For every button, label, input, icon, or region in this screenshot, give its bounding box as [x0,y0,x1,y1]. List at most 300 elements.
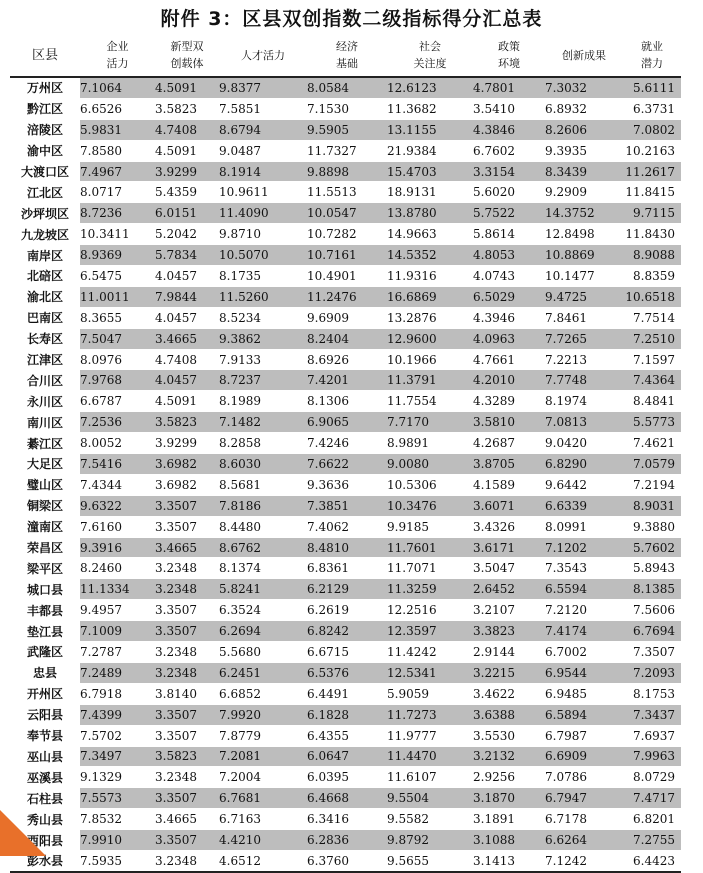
score-cell: 7.4967 [80,161,155,182]
score-cell: 3.1870 [473,788,545,809]
score-cell: 9.0487 [219,140,307,161]
score-cell: 7.0813 [545,412,623,433]
score-cell: 3.4665 [155,809,219,830]
score-cell: 3.6982 [155,454,219,475]
score-cell: 7.7748 [545,370,623,391]
table-row [10,140,681,161]
district-name: 涪陵区 [10,119,80,140]
score-cell: 6.9065 [307,412,387,433]
table-row [10,266,681,287]
district-name: 石柱县 [10,788,80,809]
score-cell: 3.5530 [473,725,545,746]
score-cell: 8.3439 [545,161,623,182]
score-cell: 8.9031 [623,495,681,516]
score-cell: 3.3507 [155,788,219,809]
score-cell: 13.2876 [387,307,473,328]
score-cell: 10.3411 [80,224,155,245]
score-cell: 18.9131 [387,182,473,203]
score-cell: 4.3946 [473,307,545,328]
score-cell: 6.2694 [219,621,307,642]
score-cell: 8.4810 [307,537,387,558]
score-cell: 9.7115 [623,203,681,224]
score-cell: 3.5823 [155,98,219,119]
score-cell: 8.6794 [219,119,307,140]
score-cell: 8.7237 [219,370,307,391]
score-cell: 6.9485 [545,683,623,704]
score-cell: 10.7282 [307,224,387,245]
score-cell: 4.7408 [155,349,219,370]
score-cell: 4.0457 [155,307,219,328]
score-cell: 6.8932 [545,98,623,119]
score-cell: 8.1974 [545,391,623,412]
column-header [10,34,80,77]
table-row [10,746,681,767]
score-cell: 9.9185 [387,516,473,537]
score-cell: 7.8461 [545,307,623,328]
table-row [10,119,681,140]
score-cell: 8.1753 [623,683,681,704]
table-row [10,203,681,224]
column-header [155,34,219,77]
score-cell: 11.3682 [387,98,473,119]
score-cell: 6.7918 [80,683,155,704]
score-cell: 6.7681 [219,788,307,809]
score-cell: 3.5410 [473,98,545,119]
score-cell: 21.9384 [387,140,473,161]
table-row [10,600,681,621]
district-name: 城口县 [10,579,80,600]
score-cell: 5.9059 [387,683,473,704]
score-cell: 7.3543 [545,558,623,579]
score-cell: 7.4717 [623,788,681,809]
table-row [10,642,681,663]
district-name: 大渡口区 [10,161,80,182]
score-cell: 5.7602 [623,537,681,558]
score-cell: 11.7071 [387,558,473,579]
score-cell: 5.5680 [219,642,307,663]
district-name: 丰都县 [10,600,80,621]
score-cell: 5.4359 [155,182,219,203]
score-cell: 7.8186 [219,495,307,516]
score-cell: 6.4668 [307,788,387,809]
table-row [10,474,681,495]
score-cell: 12.2516 [387,600,473,621]
district-name: 大足区 [10,454,80,475]
score-cell: 3.2348 [155,579,219,600]
score-cell: 7.1597 [623,349,681,370]
score-cell: 14.5352 [387,245,473,266]
table-row [10,704,681,725]
score-cell: 4.0963 [473,328,545,349]
score-cell: 3.5810 [473,412,545,433]
score-cell: 7.0786 [545,767,623,788]
score-cell: 6.3731 [623,98,681,119]
score-cell: 7.3851 [307,495,387,516]
district-name: 九龙坡区 [10,224,80,245]
score-cell: 6.3524 [219,600,307,621]
score-cell: 13.1155 [387,119,473,140]
score-cell: 10.8869 [545,245,623,266]
score-cell: 6.9544 [545,662,623,683]
score-cell: 9.3636 [307,474,387,495]
score-cell: 3.2348 [155,662,219,683]
score-cell: 6.0395 [307,767,387,788]
score-cell: 3.6071 [473,495,545,516]
score-cell: 7.4174 [545,621,623,642]
column-header-line: 基础 [336,57,358,70]
score-cell: 7.2081 [219,746,307,767]
score-cell: 11.3259 [387,579,473,600]
score-cell: 5.8614 [473,224,545,245]
score-cell: 15.4703 [387,161,473,182]
table-row [10,850,681,871]
score-cell: 7.1242 [545,850,623,871]
score-cell: 3.2348 [155,558,219,579]
column-header-line: 社会 [419,40,441,53]
score-cell: 6.8201 [623,809,681,830]
score-cell: 7.1202 [545,537,623,558]
column-header [623,34,681,77]
score-cell: 8.1914 [219,161,307,182]
score-cell: 7.2120 [545,600,623,621]
score-cell: 3.6388 [473,704,545,725]
score-cell: 7.9844 [155,286,219,307]
score-cell: 7.1009 [80,621,155,642]
score-cell: 10.3476 [387,495,473,516]
score-cell: 7.9133 [219,349,307,370]
score-cell: 7.4621 [623,433,681,454]
score-cell: 3.1413 [473,850,545,871]
score-cell: 4.0457 [155,266,219,287]
table-row [10,579,681,600]
score-cell: 12.3597 [387,621,473,642]
table-row [10,830,681,851]
score-cell: 6.7163 [219,809,307,830]
score-cell: 11.2476 [307,286,387,307]
table-row [10,788,681,809]
score-cell: 6.6909 [545,746,623,767]
district-name: 江津区 [10,349,80,370]
score-cell: 4.3289 [473,391,545,412]
score-cell: 6.4491 [307,683,387,704]
score-cell: 7.9910 [80,830,155,851]
score-cell: 2.6452 [473,579,545,600]
table-row [10,161,681,182]
table-row [10,328,681,349]
district-name: 綦江区 [10,433,80,454]
header-row [10,34,681,77]
score-cell: 3.3154 [473,161,545,182]
column-header-line: 区县 [31,47,58,63]
district-name: 开州区 [10,683,80,704]
score-cell: 8.9891 [387,433,473,454]
column-header [387,34,473,77]
score-cell: 11.9316 [387,266,473,287]
score-cell: 7.1530 [307,98,387,119]
score-cell: 11.2617 [623,161,681,182]
district-name: 梁平区 [10,558,80,579]
score-cell: 7.6622 [307,454,387,475]
column-header [80,34,155,77]
score-cell: 3.2215 [473,662,545,683]
score-cell: 8.3655 [80,307,155,328]
score-cell: 10.7161 [307,245,387,266]
score-cell: 10.9611 [219,182,307,203]
score-cell: 8.5234 [219,307,307,328]
score-cell: 11.7327 [307,140,387,161]
score-cell: 11.5260 [219,286,307,307]
score-cell: 9.6322 [80,495,155,516]
column-header [219,34,307,77]
score-cell: 8.2858 [219,433,307,454]
score-cell: 7.7170 [387,412,473,433]
score-cell: 4.0457 [155,370,219,391]
district-name: 渝中区 [10,140,80,161]
score-cell: 7.4246 [307,433,387,454]
score-cell: 5.7834 [155,245,219,266]
district-name: 潼南区 [10,516,80,537]
score-cell: 7.7514 [623,307,681,328]
table-row [10,391,681,412]
score-cell: 6.5894 [545,704,623,725]
score-cell: 10.2163 [623,140,681,161]
score-cell: 7.7265 [545,328,623,349]
column-header-line: 潜力 [641,57,663,70]
score-cell: 4.8053 [473,245,545,266]
score-cell: 11.0011 [80,286,155,307]
column-header-line: 就业 [641,40,663,53]
score-cell: 7.0579 [623,454,681,475]
score-cell: 8.0584 [307,77,387,98]
score-cell: 9.6442 [545,474,623,495]
score-cell: 4.5091 [155,140,219,161]
score-cell: 3.3507 [155,516,219,537]
score-cell: 12.8498 [545,224,623,245]
table-row [10,662,681,683]
score-cell: 4.4210 [219,830,307,851]
column-header [545,34,623,77]
score-cell: 6.5376 [307,662,387,683]
score-cell: 6.2619 [307,600,387,621]
score-cell: 4.5091 [155,77,219,98]
page-title: 附件 3：区县双创指数二级指标得分汇总表 [160,8,543,30]
district-name: 奉节县 [10,725,80,746]
score-cell: 11.7601 [387,537,473,558]
score-cell: 9.8792 [387,830,473,851]
district-name: 巫溪县 [10,767,80,788]
score-cell: 4.5091 [155,391,219,412]
score-cell: 3.8705 [473,454,545,475]
table-row [10,683,681,704]
score-cell: 9.8710 [219,224,307,245]
score-cell: 8.1374 [219,558,307,579]
score-cell: 4.0743 [473,266,545,287]
score-cell: 7.5606 [623,600,681,621]
district-name: 江北区 [10,182,80,203]
table-row [10,537,681,558]
score-cell: 9.5655 [387,850,473,871]
score-cell: 7.1064 [80,77,155,98]
score-cell: 6.1828 [307,704,387,725]
score-cell: 7.2755 [623,830,681,851]
score-cell: 10.1477 [545,266,623,287]
score-cell: 7.0802 [623,119,681,140]
score-cell: 7.2194 [623,474,681,495]
score-cell: 4.7661 [473,349,545,370]
score-cell: 3.2348 [155,850,219,871]
score-cell: 8.2606 [545,119,623,140]
district-name: 武隆区 [10,642,80,663]
score-cell: 10.1966 [387,349,473,370]
table-row [10,725,681,746]
score-cell: 6.0647 [307,746,387,767]
score-cell: 9.3880 [623,516,681,537]
score-cell: 8.8359 [623,266,681,287]
score-cell: 11.8415 [623,182,681,203]
table-row [10,495,681,516]
score-cell: 7.4344 [80,474,155,495]
score-cell: 3.2348 [155,642,219,663]
district-name: 沙坪坝区 [10,203,80,224]
score-cell: 4.7408 [155,119,219,140]
table-row [10,77,681,98]
score-cell: 8.6762 [219,537,307,558]
score-cell: 11.1334 [80,579,155,600]
score-cell: 13.8780 [387,203,473,224]
score-cell: 9.5905 [307,119,387,140]
score-cell: 6.7002 [545,642,623,663]
score-cell: 7.3437 [623,704,681,725]
district-name: 长寿区 [10,328,80,349]
score-cell: 6.8290 [545,454,623,475]
score-cell: 9.0080 [387,454,473,475]
district-name: 云阳县 [10,704,80,725]
column-header-line: 创载体 [170,57,204,70]
score-cell: 9.1329 [80,767,155,788]
score-cell: 7.8580 [80,140,155,161]
score-cell: 8.1306 [307,391,387,412]
score-cell: 12.9600 [387,328,473,349]
score-cell: 3.2348 [155,767,219,788]
score-cell: 7.4364 [623,370,681,391]
table-row [10,516,681,537]
table-row [10,621,681,642]
score-cell: 7.2004 [219,767,307,788]
score-table [10,34,681,873]
score-cell: 8.0717 [80,182,155,203]
score-cell: 9.6909 [307,307,387,328]
score-cell: 7.2510 [623,328,681,349]
score-cell: 6.7694 [623,621,681,642]
score-cell: 16.6869 [387,286,473,307]
score-cell: 9.4725 [545,286,623,307]
district-name: 荣昌区 [10,537,80,558]
score-cell: 3.1088 [473,830,545,851]
score-cell: 3.9299 [155,161,219,182]
score-cell: 7.1482 [219,412,307,433]
score-cell: 6.0151 [155,203,219,224]
score-cell: 8.5681 [219,474,307,495]
score-cell: 3.3507 [155,704,219,725]
score-cell: 3.3507 [155,621,219,642]
score-cell: 7.2787 [80,642,155,663]
score-cell: 6.7987 [545,725,623,746]
score-cell: 2.9144 [473,642,545,663]
score-cell: 7.5851 [219,98,307,119]
score-cell: 10.5306 [387,474,473,495]
score-cell: 3.3823 [473,621,545,642]
table-row [10,286,681,307]
score-cell: 8.1735 [219,266,307,287]
table-header [10,34,681,77]
score-cell: 9.5504 [387,788,473,809]
table-row [10,454,681,475]
score-cell: 6.6264 [545,830,623,851]
score-cell: 5.9831 [80,119,155,140]
score-cell: 7.9963 [623,746,681,767]
score-cell: 8.4841 [623,391,681,412]
score-cell: 9.8898 [307,161,387,182]
district-name: 彭水县 [10,850,80,871]
score-cell: 3.3507 [155,600,219,621]
score-cell: 6.8242 [307,621,387,642]
score-cell: 3.6982 [155,474,219,495]
score-cell: 6.6715 [307,642,387,663]
score-cell: 7.9920 [219,704,307,725]
score-cell: 9.5582 [387,809,473,830]
score-cell: 7.8532 [80,809,155,830]
score-cell: 9.4957 [80,600,155,621]
score-cell: 9.2909 [545,182,623,203]
score-cell: 3.3507 [155,830,219,851]
score-cell: 3.4326 [473,516,545,537]
score-cell: 5.8241 [219,579,307,600]
score-cell: 3.4622 [473,683,545,704]
score-cell: 7.4062 [307,516,387,537]
column-header-line: 新型双 [170,40,204,53]
table-row [10,767,681,788]
score-cell: 8.0052 [80,433,155,454]
score-cell: 8.7236 [80,203,155,224]
score-cell: 6.2836 [307,830,387,851]
score-cell: 9.3862 [219,328,307,349]
district-name: 忠县 [10,662,80,683]
score-cell: 7.3032 [545,77,623,98]
score-cell: 6.5475 [80,266,155,287]
score-cell: 7.5935 [80,850,155,871]
score-cell: 6.8361 [307,558,387,579]
district-name: 酉阳县 [10,830,80,851]
district-name: 渝北区 [10,286,80,307]
score-cell: 6.3416 [307,809,387,830]
score-cell: 6.7602 [473,140,545,161]
district-name: 永川区 [10,391,80,412]
score-cell: 14.3752 [545,203,623,224]
score-cell: 3.2132 [473,746,545,767]
score-cell: 7.5702 [80,725,155,746]
column-header [307,34,387,77]
district-name: 黔江区 [10,98,80,119]
score-cell: 7.2489 [80,662,155,683]
score-cell: 4.6512 [219,850,307,871]
score-cell: 3.9299 [155,433,219,454]
score-cell: 9.8377 [219,77,307,98]
column-header-line: 创新成果 [562,48,606,62]
score-cell: 11.8430 [623,224,681,245]
score-cell: 7.4201 [307,370,387,391]
score-cell: 4.2687 [473,433,545,454]
district-name: 北碚区 [10,266,80,287]
